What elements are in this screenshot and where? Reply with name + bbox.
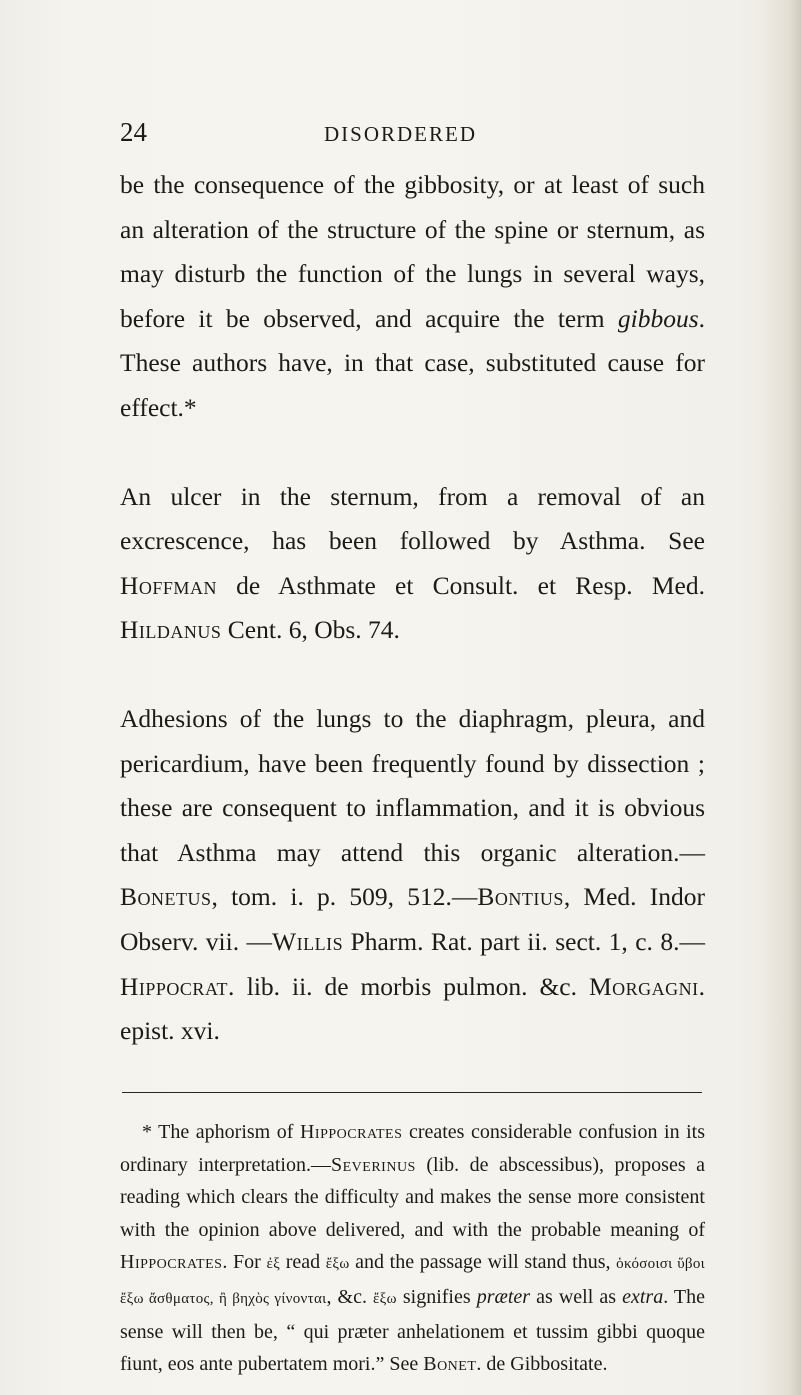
footnote-text: . For (222, 1251, 267, 1274)
footnote-divider (122, 1092, 702, 1093)
page-number: 24 (120, 117, 147, 147)
author-willis: Willis (272, 926, 344, 956)
italic-term-praeter: præter (476, 1285, 531, 1308)
paragraph-adhesions (120, 697, 705, 1054)
author-bonetus: Bonetus (120, 882, 212, 912)
paragraph-text: Pharm. Rat. part ii. sect. 1, c. 8.— (343, 926, 705, 956)
footnote-text: as well as (530, 1285, 623, 1308)
paragraph-text: Cent. 6, Obs. 74. (221, 615, 400, 645)
paragraph-ulcer (120, 475, 705, 653)
author-morgagni: Morgagni (588, 971, 699, 1001)
author-bontius: Bontius (477, 882, 564, 912)
author-severinus: Severinus (331, 1153, 416, 1176)
paragraph-text: de Asthmate et Consult. et Resp. Med. (216, 570, 705, 600)
greek-passage: ὁκόσοισι ὕβοι ἔξω ἄσθματος, ἢ βηχὸς γίνονται (120, 1256, 705, 1307)
greek-word: ἐξ (266, 1256, 281, 1273)
footnote-text: * The aphorism of (142, 1121, 300, 1143)
paragraph-text: , tom. i. p. 509, 512.— (211, 882, 478, 912)
paragraph-text: lib. ii. de morbis pulmon. &c. (234, 971, 589, 1001)
footnote-text: creates considerable confusion in its ordinary interpretation.— (120, 1121, 705, 1176)
italic-term-extra: extra (622, 1285, 664, 1308)
footnote-text: , &c. (326, 1285, 374, 1308)
footnote-text: . The sense will then be, “ qui præter anhelationem et tussim gibbi quoque fiunt, eos ante pubertatem mori.” See (120, 1285, 705, 1376)
paragraph-gibbosity (120, 163, 705, 431)
paragraph-text: Adhesions of the lungs to the diaphragm, pleura, and pericardium, have been frequently found by dissection ; these are consequent to inflammation, and it is obvious that Asthma may attend this organic alteration.— (120, 703, 705, 867)
paragraph-text: . These authors have, in that case, substituted cause for effect.* (120, 303, 705, 422)
running-head: DISORDERED (323, 122, 477, 146)
paragraph-text: be the consequence of the gibbosity, or at least of such an alteration of the structure of the spine or sternum, as may disturb the function of the lungs in several ways, before it be observed, and acquire the term (120, 170, 705, 333)
footnote (120, 1116, 705, 1381)
greek-word: ἔξω (373, 1290, 397, 1307)
author-hildanus: Hildanus (120, 615, 222, 645)
footnote-text: (lib. de abscessibus), proposes a reading which clears the difficulty and makes the sense more consistent with the opinion above delivered, and with the probable meaning of (120, 1153, 705, 1241)
author-hippocrates: Hippocrates (120, 1251, 223, 1274)
footnote-text: read (280, 1251, 326, 1274)
italic-term-gibbous: gibbous (617, 303, 699, 333)
body-text (120, 163, 705, 1054)
author-bonet: Bonet (423, 1353, 477, 1376)
paragraph-text: . epist. xvi. (120, 971, 705, 1046)
paragraph-text: An ulcer in the sternum, from a removal of an excrescence, has been followed by Asthma. See (120, 481, 705, 556)
page-edge-shadow (761, 0, 801, 1395)
paragraph-text: , Med. Indor Observ. vii. — (120, 882, 705, 956)
greek-word: ἔξω (325, 1256, 350, 1273)
footnote-text: signifies (396, 1285, 477, 1308)
footnote-text: . de Gibbositate. (476, 1353, 608, 1376)
author-hoffman: Hoffman (120, 570, 217, 600)
page-header (0, 112, 801, 152)
author-hippocrates: Hippocrates (299, 1121, 403, 1143)
author-hippocrat: Hippocrat. (120, 971, 235, 1001)
footnote-text: and the passage will stand thus, (349, 1251, 617, 1274)
